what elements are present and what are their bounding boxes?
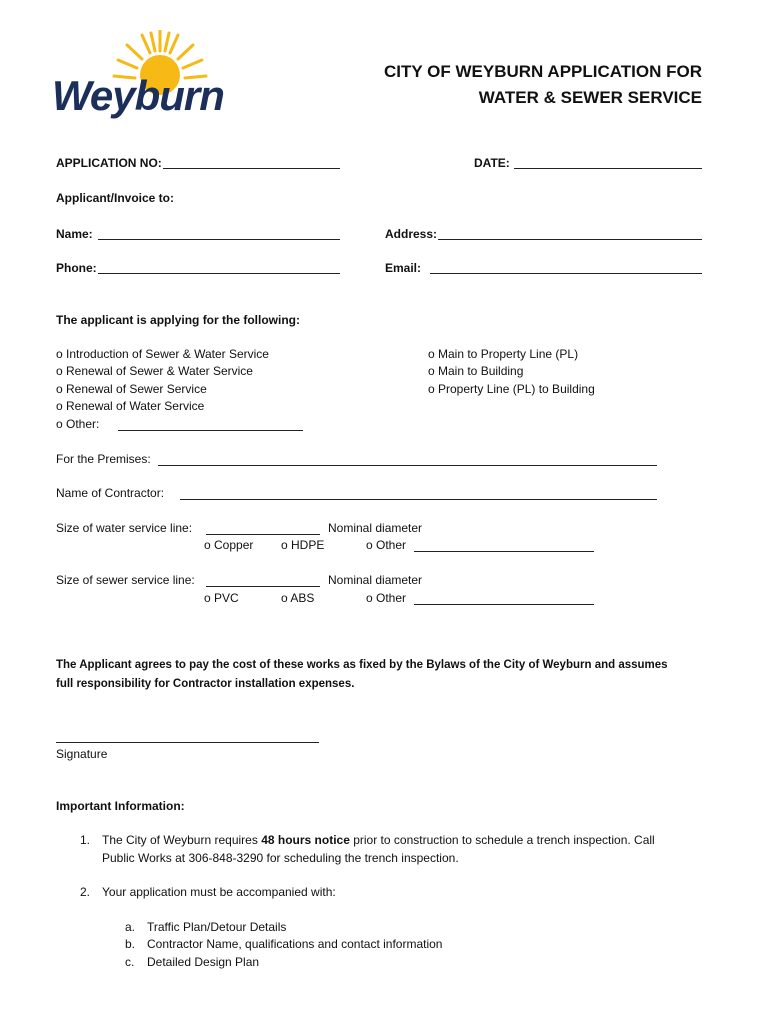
option-pvc[interactable]: o PVC: [204, 591, 239, 605]
water-line-label: Size of water service line:: [56, 521, 193, 535]
date-field[interactable]: [514, 168, 702, 169]
water-nominal-label: Nominal diameter: [328, 521, 423, 535]
option-renewal-sewer-water[interactable]: o Renewal of Sewer & Water Service: [56, 364, 253, 378]
option-other[interactable]: o Other:: [56, 417, 100, 431]
sewer-size-field[interactable]: [206, 586, 320, 587]
option-sewer-other[interactable]: o Other: [366, 591, 407, 605]
applying-heading: The applicant is applying for the following:: [56, 313, 301, 327]
name-label: Name:: [56, 227, 93, 241]
email-field[interactable]: [430, 273, 702, 274]
phone-field[interactable]: [98, 273, 340, 274]
option-hdpe[interactable]: o HDPE: [281, 538, 325, 552]
item1-text-line2: Public Works at 306-848-3290 for scheduling the trench inspection.: [102, 851, 459, 865]
agreement-line2: full responsibility for Contractor installation expenses.: [56, 678, 355, 690]
sewer-other-field[interactable]: [414, 604, 594, 605]
signature-label: Signature: [56, 747, 108, 761]
item2-text: Your application must be accompanied with:: [102, 885, 336, 899]
item1-notice-bold: 48 hours notice: [261, 833, 350, 847]
water-other-field[interactable]: [414, 551, 594, 552]
water-size-field[interactable]: [206, 534, 320, 535]
option-main-to-building[interactable]: o Main to Building: [428, 364, 524, 378]
option-main-to-pl[interactable]: o Main to Property Line (PL): [428, 347, 579, 361]
premises-label: For the Premises:: [56, 452, 151, 466]
sewer-nominal-label: Nominal diameter: [328, 573, 423, 587]
address-label: Address:: [385, 227, 438, 241]
application-no-label: APPLICATION NO:: [56, 156, 162, 170]
other-field[interactable]: [118, 430, 303, 431]
sewer-line-label: Size of sewer service line:: [56, 573, 195, 587]
form-title-line1: CITY OF WEYBURN APPLICATION FOR: [384, 62, 702, 81]
application-no-field[interactable]: [163, 168, 340, 169]
date-label: DATE:: [474, 156, 510, 170]
item1-number: 1.: [80, 833, 91, 847]
subitem-a-text: Traffic Plan/Detour Details: [147, 920, 287, 934]
subitem-b-letter: b.: [125, 937, 136, 951]
item1-text-pre: The City of Weyburn requires: [102, 833, 262, 847]
phone-label: Phone:: [56, 261, 97, 275]
form-title-line2: WATER & SEWER SERVICE: [478, 88, 702, 107]
subitem-c-letter: c.: [125, 955, 135, 969]
subitem-c-text: Detailed Design Plan: [147, 955, 260, 969]
option-water-other[interactable]: o Other: [366, 538, 407, 552]
option-copper[interactable]: o Copper: [204, 538, 254, 552]
signature-field[interactable]: [56, 742, 319, 743]
logo-wordmark: Weyburn: [52, 72, 224, 119]
important-heading: Important Information:: [56, 799, 185, 813]
item1-text-post: prior to construction to schedule a trench inspection. Call: [349, 833, 655, 847]
applicant-invoice-label: Applicant/Invoice to:: [56, 191, 175, 205]
option-intro-sewer-water[interactable]: o Introduction of Sewer & Water Service: [56, 347, 269, 361]
option-abs[interactable]: o ABS: [281, 591, 315, 605]
contractor-field[interactable]: [180, 499, 657, 500]
contractor-label: Name of Contractor:: [56, 486, 165, 500]
item1-text: [102, 833, 655, 847]
weyburn-logo: [50, 30, 240, 130]
address-field[interactable]: [438, 239, 702, 240]
premises-field[interactable]: [158, 465, 657, 466]
subitem-a-letter: a.: [125, 920, 136, 934]
subitem-b-text: Contractor Name, qualifications and contact information: [147, 937, 443, 951]
email-label: Email:: [385, 261, 422, 275]
option-pl-to-building[interactable]: o Property Line (PL) to Building: [428, 382, 595, 396]
item2-number: 2.: [80, 885, 91, 899]
option-renewal-water[interactable]: o Renewal of Water Service: [56, 399, 205, 413]
agreement-line1: The Applicant agrees to pay the cost of these works as fixed by the Bylaws of the City of Weyburn and assumes: [56, 659, 668, 671]
name-field[interactable]: [98, 239, 340, 240]
option-renewal-sewer[interactable]: o Renewal of Sewer Service: [56, 382, 207, 396]
